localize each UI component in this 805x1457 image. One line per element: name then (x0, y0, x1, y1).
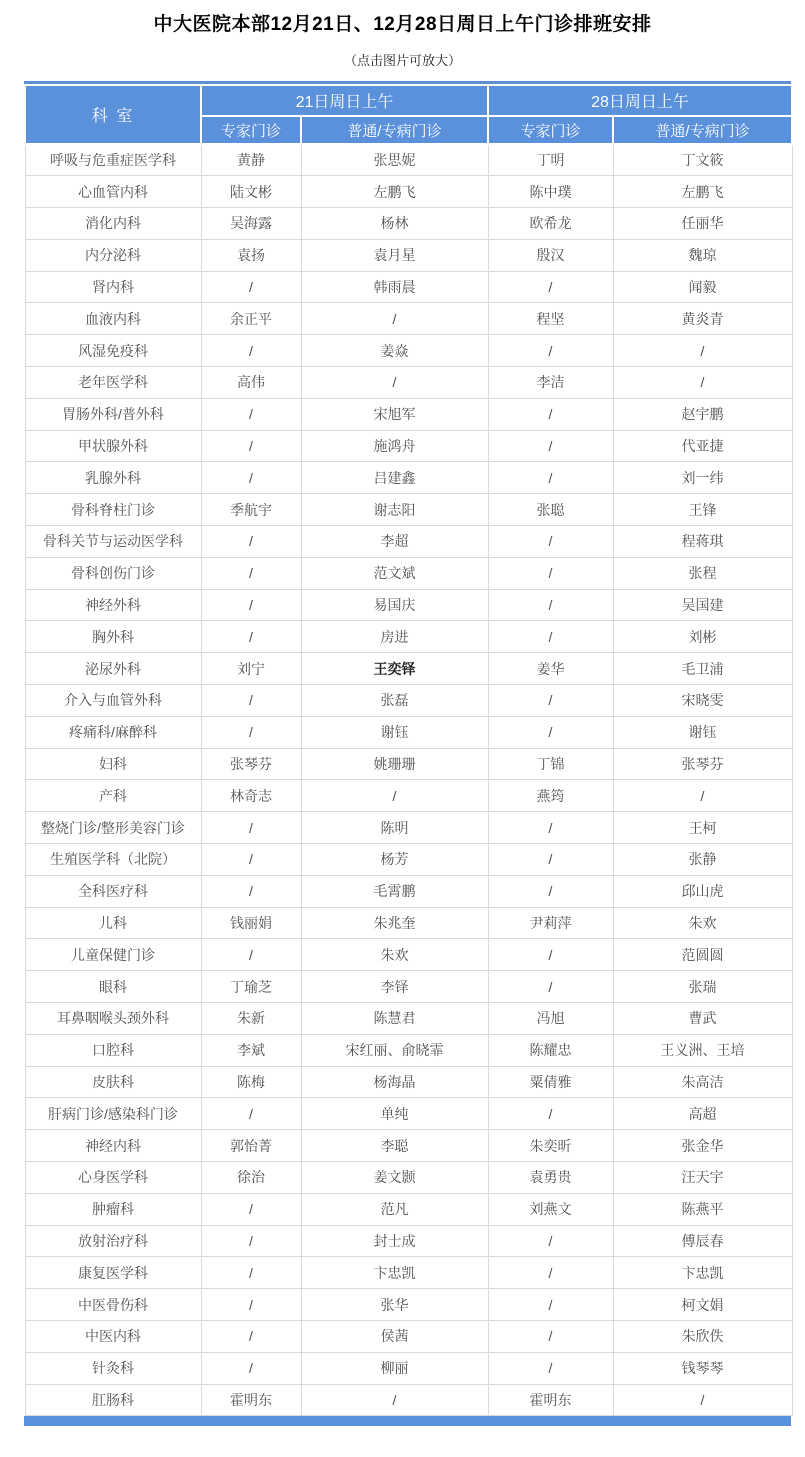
department-cell: 肝病门诊/感染科门诊 (25, 1098, 201, 1130)
table-row (25, 1289, 792, 1321)
department-cell: 疼痛科/麻醉科 (25, 716, 201, 748)
doctor-cell: 王柯 (613, 812, 792, 844)
doctor-cell: / (301, 367, 488, 399)
doctor-cell: 郭怡菁 (201, 1130, 301, 1162)
department-cell: 心身医学科 (25, 1162, 201, 1194)
department-cell: 皮肤科 (25, 1066, 201, 1098)
doctor-cell: 丁明 (488, 144, 613, 176)
table-footer-bar (24, 1416, 791, 1426)
group-header-21: 21日周日上午 (201, 85, 488, 116)
doctor-cell: / (488, 971, 613, 1003)
department-cell: 儿科 (25, 907, 201, 939)
doctor-cell: 陆文彬 (201, 176, 301, 208)
doctor-cell: 吕建鑫 (301, 462, 488, 494)
department-cell: 风湿免疫科 (25, 335, 201, 367)
doctor-cell: 程蒋琪 (613, 526, 792, 558)
subheader-28-expert: 专家门诊 (488, 116, 613, 144)
doctor-cell: / (201, 875, 301, 907)
doctor-cell: / (201, 1098, 301, 1130)
doctor-cell: 张瑞 (613, 971, 792, 1003)
doctor-cell: 姜文颢 (301, 1162, 488, 1194)
doctor-cell: 傅辰春 (613, 1225, 792, 1257)
header-group-row (25, 85, 792, 116)
doctor-cell: 邱山虎 (613, 875, 792, 907)
department-cell: 中医内科 (25, 1320, 201, 1352)
department-cell: 产科 (25, 780, 201, 812)
doctor-cell: 陈中璞 (488, 176, 613, 208)
doctor-cell: 欧希龙 (488, 208, 613, 240)
doctor-cell: 尹莉萍 (488, 907, 613, 939)
doctor-cell: 朱欣佚 (613, 1320, 792, 1352)
doctor-cell: 朱欢 (613, 907, 792, 939)
department-cell: 胸外科 (25, 621, 201, 653)
doctor-cell: 殷汉 (488, 239, 613, 271)
doctor-cell: / (488, 430, 613, 462)
department-cell: 甲状腺外科 (25, 430, 201, 462)
doctor-cell: / (201, 621, 301, 653)
doctor-cell: / (201, 1193, 301, 1225)
doctor-cell: 高伟 (201, 367, 301, 399)
dept-header-cell: 科 室 (25, 85, 201, 144)
doctor-cell: 柯文娟 (613, 1289, 792, 1321)
doctor-cell: 左鹏飞 (301, 176, 488, 208)
doctor-cell: 粟倩雅 (488, 1066, 613, 1098)
doctor-cell: / (201, 557, 301, 589)
department-cell: 血液内科 (25, 303, 201, 335)
subheader-21-general: 普通/专病门诊 (301, 116, 488, 144)
department-cell: 放射治疗科 (25, 1225, 201, 1257)
table-row (25, 367, 792, 399)
table-row (25, 748, 792, 780)
subheader-21-expert: 专家门诊 (201, 116, 301, 144)
doctor-cell: 卞忠凯 (301, 1257, 488, 1289)
table-header (25, 85, 792, 144)
doctor-cell: / (201, 685, 301, 717)
doctor-cell: 吴国建 (613, 589, 792, 621)
table-row (25, 971, 792, 1003)
table-row (25, 1225, 792, 1257)
table-row (25, 1352, 792, 1384)
table-row (25, 716, 792, 748)
table-row (25, 1384, 792, 1416)
doctor-cell: 朱兆奎 (301, 907, 488, 939)
table-row (25, 875, 792, 907)
table-row (25, 653, 792, 685)
doctor-cell: / (201, 1289, 301, 1321)
doctor-cell: 丁瑜芝 (201, 971, 301, 1003)
doctor-cell: / (488, 844, 613, 876)
table-row (25, 589, 792, 621)
doctor-cell: 钱琴琴 (613, 1352, 792, 1384)
doctor-cell: 袁扬 (201, 239, 301, 271)
table-row (25, 939, 792, 971)
doctor-cell: 王义洲、王培 (613, 1034, 792, 1066)
doctor-cell: 杨芳 (301, 844, 488, 876)
doctor-cell: / (201, 589, 301, 621)
table-row (25, 430, 792, 462)
doctor-cell: 黄静 (201, 144, 301, 176)
doctor-cell: 单纯 (301, 1098, 488, 1130)
doctor-cell: / (488, 1320, 613, 1352)
table-row (25, 812, 792, 844)
table-row (25, 557, 792, 589)
doctor-cell: 朱欢 (301, 939, 488, 971)
department-cell: 老年医学科 (25, 367, 201, 399)
doctor-cell: 黄炎青 (613, 303, 792, 335)
department-cell: 呼吸与危重症医学科 (25, 144, 201, 176)
department-cell: 口腔科 (25, 1034, 201, 1066)
table-row (25, 907, 792, 939)
doctor-cell: 张琴芬 (201, 748, 301, 780)
doctor-cell: / (201, 271, 301, 303)
table-row (25, 1193, 792, 1225)
department-cell: 神经外科 (25, 589, 201, 621)
doctor-cell: 侯茜 (301, 1320, 488, 1352)
table-row (25, 335, 792, 367)
table-row (25, 1003, 792, 1035)
table-row (25, 621, 792, 653)
table-row (25, 494, 792, 526)
doctor-cell: 任丽华 (613, 208, 792, 240)
doctor-cell: 刘彬 (613, 621, 792, 653)
schedule-table[interactable] (24, 84, 793, 1416)
doctor-cell: 张金华 (613, 1130, 792, 1162)
doctor-cell: / (201, 939, 301, 971)
doctor-cell: 谢钰 (301, 716, 488, 748)
doctor-cell: 代亚捷 (613, 430, 792, 462)
doctor-cell: / (488, 716, 613, 748)
doctor-cell: / (488, 557, 613, 589)
doctor-cell: 丁锦 (488, 748, 613, 780)
doctor-cell: / (613, 367, 792, 399)
doctor-cell: / (488, 335, 613, 367)
doctor-cell: 陈燕平 (613, 1193, 792, 1225)
doctor-cell: 李铎 (301, 971, 488, 1003)
department-cell: 骨科脊柱门诊 (25, 494, 201, 526)
doctor-cell: 施鸿舟 (301, 430, 488, 462)
table-row (25, 271, 792, 303)
doctor-cell: 易国庆 (301, 589, 488, 621)
doctor-cell: 宋红丽、俞晓霏 (301, 1034, 488, 1066)
doctor-cell: 姜华 (488, 653, 613, 685)
doctor-cell: / (201, 430, 301, 462)
group-header-28: 28日周日上午 (488, 85, 792, 116)
doctor-cell: / (201, 398, 301, 430)
doctor-cell: 柳丽 (301, 1352, 488, 1384)
doctor-cell: 毛霄鹏 (301, 875, 488, 907)
table-row (25, 1066, 792, 1098)
doctor-cell: 姚珊珊 (301, 748, 488, 780)
doctor-cell: / (488, 462, 613, 494)
department-cell: 中医骨伤科 (25, 1289, 201, 1321)
table-row (25, 1320, 792, 1352)
doctor-cell: / (488, 685, 613, 717)
doctor-cell: 闻毅 (613, 271, 792, 303)
doctor-cell: / (201, 844, 301, 876)
doctor-cell: 卞忠凯 (613, 1257, 792, 1289)
doctor-cell: 刘一纬 (613, 462, 792, 494)
doctor-cell: 钱丽娟 (201, 907, 301, 939)
doctor-cell: 张华 (301, 1289, 488, 1321)
department-cell: 肾内科 (25, 271, 201, 303)
doctor-cell: 范圆圆 (613, 939, 792, 971)
table-row (25, 176, 792, 208)
doctor-cell: / (301, 1384, 488, 1416)
doctor-cell: 汪天宇 (613, 1162, 792, 1194)
department-cell: 心血管内科 (25, 176, 201, 208)
department-cell: 眼科 (25, 971, 201, 1003)
table-row (25, 685, 792, 717)
table-row (25, 239, 792, 271)
doctor-cell: / (488, 1257, 613, 1289)
doctor-cell: 张静 (613, 844, 792, 876)
table-row (25, 462, 792, 494)
table-row (25, 303, 792, 335)
doctor-cell: / (488, 621, 613, 653)
doctor-cell: 冯旭 (488, 1003, 613, 1035)
table-row (25, 144, 792, 176)
doctor-cell: 陈耀忠 (488, 1034, 613, 1066)
department-cell: 骨科关节与运动医学科 (25, 526, 201, 558)
doctor-cell: 曹武 (613, 1003, 792, 1035)
doctor-cell: / (488, 1098, 613, 1130)
doctor-cell: / (201, 716, 301, 748)
doctor-cell: / (613, 780, 792, 812)
doctor-cell: / (488, 939, 613, 971)
page-subtitle: （点击图片可放大） (343, 53, 461, 68)
doctor-cell: 朱奕昕 (488, 1130, 613, 1162)
subheader-28-general: 普通/专病门诊 (613, 116, 792, 144)
doctor-cell: 杨海晶 (301, 1066, 488, 1098)
table-row (25, 1162, 792, 1194)
doctor-cell: / (488, 1352, 613, 1384)
doctor-cell: / (488, 1225, 613, 1257)
doctor-cell: 刘燕文 (488, 1193, 613, 1225)
table-row (25, 1098, 792, 1130)
table-row (25, 1130, 792, 1162)
doctor-cell: 燕筠 (488, 780, 613, 812)
table-row (25, 1257, 792, 1289)
department-cell: 妇科 (25, 748, 201, 780)
doctor-cell: / (201, 812, 301, 844)
table-row (25, 844, 792, 876)
doctor-cell: 张聪 (488, 494, 613, 526)
doctor-cell: / (488, 398, 613, 430)
doctor-cell: 杨林 (301, 208, 488, 240)
doctor-cell: 张琴芬 (613, 748, 792, 780)
doctor-cell: 刘宁 (201, 653, 301, 685)
table-row (25, 208, 792, 240)
doctor-cell: / (613, 335, 792, 367)
department-cell: 全科医疗科 (25, 875, 201, 907)
table-row (25, 1034, 792, 1066)
doctor-cell: 张磊 (301, 685, 488, 717)
doctor-cell: 陈慧君 (301, 1003, 488, 1035)
department-cell: 耳鼻咽喉头颈外科 (25, 1003, 201, 1035)
doctor-cell: 余正平 (201, 303, 301, 335)
department-cell: 生殖医学科（北院） (25, 844, 201, 876)
department-cell: 针灸科 (25, 1352, 201, 1384)
table-row (25, 398, 792, 430)
department-cell: 消化内科 (25, 208, 201, 240)
doctor-cell: / (201, 1320, 301, 1352)
doctor-cell: 张程 (613, 557, 792, 589)
doctor-cell: 张思妮 (301, 144, 488, 176)
doctor-cell: / (488, 526, 613, 558)
doctor-cell: / (488, 589, 613, 621)
doctor-cell: 魏琼 (613, 239, 792, 271)
doctor-cell: / (488, 271, 613, 303)
department-cell: 整烧门诊/整形美容门诊 (25, 812, 201, 844)
doctor-cell: 姜焱 (301, 335, 488, 367)
doctor-cell: / (201, 335, 301, 367)
doctor-cell: 李超 (301, 526, 488, 558)
doctor-cell: / (301, 780, 488, 812)
doctor-cell: 陈梅 (201, 1066, 301, 1098)
doctor-cell: 宋旭军 (301, 398, 488, 430)
doctor-cell: 韩雨晨 (301, 271, 488, 303)
department-cell: 泌尿外科 (25, 653, 201, 685)
doctor-cell: 房进 (301, 621, 488, 653)
doctor-cell: 袁勇贵 (488, 1162, 613, 1194)
department-cell: 介入与血管外科 (25, 685, 201, 717)
doctor-cell: / (488, 875, 613, 907)
doctor-cell: / (201, 1225, 301, 1257)
page-title: 中大医院本部12月21日、12月28日周日上午门诊排班安排 (153, 14, 652, 35)
department-cell: 神经内科 (25, 1130, 201, 1162)
table-row (25, 526, 792, 558)
doctor-cell: 朱高洁 (613, 1066, 792, 1098)
table-body (25, 144, 792, 1416)
table-row (25, 780, 792, 812)
doctor-cell: 赵宇鹏 (613, 398, 792, 430)
doctor-cell: 谢钰 (613, 716, 792, 748)
doctor-cell: 季航宇 (201, 494, 301, 526)
doctor-cell: / (613, 1384, 792, 1416)
department-cell: 肿瘤科 (25, 1193, 201, 1225)
doctor-cell: 王锋 (613, 494, 792, 526)
doctor-cell: 李聪 (301, 1130, 488, 1162)
doctor-cell: 丁文筱 (613, 144, 792, 176)
department-cell: 儿童保健门诊 (25, 939, 201, 971)
doctor-cell: 霍明东 (488, 1384, 613, 1416)
doctor-cell: / (301, 303, 488, 335)
doctor-cell: / (201, 1257, 301, 1289)
doctor-cell: 程坚 (488, 303, 613, 335)
doctor-cell: 吴海露 (201, 208, 301, 240)
doctor-cell: 左鹏飞 (613, 176, 792, 208)
doctor-cell: 朱新 (201, 1003, 301, 1035)
department-cell: 骨科创伤门诊 (25, 557, 201, 589)
doctor-cell: 范文斌 (301, 557, 488, 589)
department-cell: 胃肠外科/普外科 (25, 398, 201, 430)
doctor-cell: 陈明 (301, 812, 488, 844)
doctor-cell: / (488, 1289, 613, 1321)
doctor-cell: 林奇志 (201, 780, 301, 812)
doctor-cell: 李洁 (488, 367, 613, 399)
doctor-cell: / (488, 812, 613, 844)
doctor-cell: 霍明东 (201, 1384, 301, 1416)
department-cell: 康复医学科 (25, 1257, 201, 1289)
department-cell: 乳腺外科 (25, 462, 201, 494)
department-cell: 内分泌科 (25, 239, 201, 271)
doctor-cell: 徐治 (201, 1162, 301, 1194)
doctor-cell: 毛卫浦 (613, 653, 792, 685)
doctor-cell: 谢志阳 (301, 494, 488, 526)
doctor-cell: 王奕铎 (301, 653, 488, 685)
department-cell: 肛肠科 (25, 1384, 201, 1416)
doctor-cell: / (201, 1352, 301, 1384)
doctor-cell: 高超 (613, 1098, 792, 1130)
doctor-cell: 李斌 (201, 1034, 301, 1066)
doctor-cell: 封士成 (301, 1225, 488, 1257)
doctor-cell: 袁月星 (301, 239, 488, 271)
doctor-cell: / (201, 526, 301, 558)
doctor-cell: 范凡 (301, 1193, 488, 1225)
doctor-cell: / (201, 462, 301, 494)
doctor-cell: 宋晓雯 (613, 685, 792, 717)
